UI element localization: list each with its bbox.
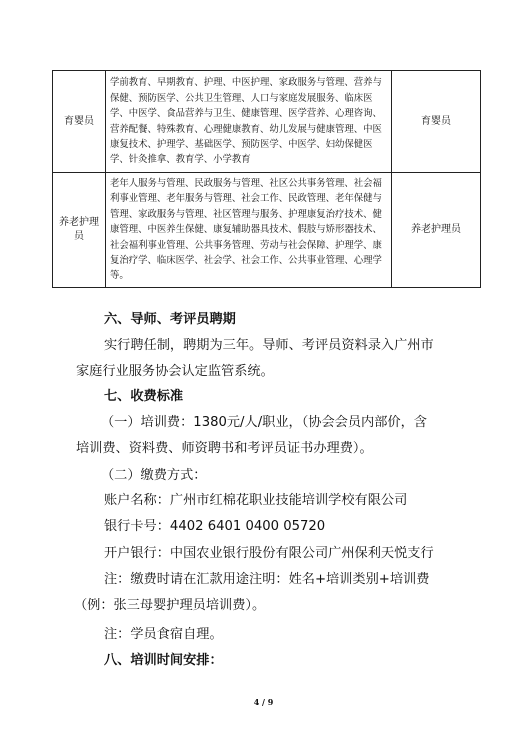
note-line: （例：张三母婴护理员培训费）。	[74, 598, 266, 613]
paragraph-line: （一）培训费：1380元/人/职业，（协会会员内部价，含	[101, 415, 427, 430]
account-name: 账户名称：广州市红棉花职业技能培训学校有限公司	[104, 493, 408, 508]
table-row	[53, 173, 481, 288]
paragraph-line: （二）缴费方式：	[101, 468, 207, 483]
note-line: 注：缴费时请在汇款用途注明：姓名+培训类别+培训费	[104, 572, 430, 587]
paragraph-line: 培训费、资料费、师资聘书和考评员证书办理费）。	[76, 441, 373, 456]
certificate-cell: 养老护理员	[392, 173, 481, 288]
role-cell: 育婴员	[53, 71, 106, 173]
section-heading: 七、收费标准	[104, 389, 184, 404]
section-heading: 八、培训时间安排：	[104, 653, 223, 668]
section-heading: 六、导师、考评员聘期	[104, 312, 236, 327]
paragraph-line: 实行聘任制，聘期为三年。导师、考评员资料录入广州市	[104, 338, 434, 353]
card-number: 银行卡号：4402 6401 0400 05720	[104, 519, 326, 534]
certificate-cell: 育婴员	[392, 71, 481, 173]
qualification-table	[52, 70, 481, 288]
paragraph-line: 家庭行业服务协会认定监管系统。	[76, 364, 274, 379]
note-line: 注：学员食宿自理。	[104, 627, 223, 642]
majors-cell: 老年人服务与管理、民政服务与管理、社区公共事务管理、社会福利事业管理、老年服务与管理、社会工作、民政管理、老年保健与管理、家政服务与管理、社区管理与服务、护理康复治疗技术、健康管理、中医养生保健、康复辅助器具技术、假肢与矫形器技术、社会福利事业管理、公共事务管理、劳动与社会保障、护理学、康复治疗学、临床医学、社会学、社会工作、公共事业管理、心理学等。	[106, 173, 392, 288]
majors-cell: 学前教育、早期教育、护理、中医护理、家政服务与管理、营养与保健、预防医学、公共卫生管理、人口与家庭发展服务、临床医学、中医学、食品营养与卫生、健康管理、医学营养、心理咨询、营养配餐、特殊教育、心理健康教育、幼儿发展与健康管理、中医康复技术、护理学、基础医学、预防医学、中医学、妇幼保健医学、针灸推拿、教育学、小学教育	[106, 71, 392, 173]
role-cell: 养老护理员	[53, 173, 106, 288]
bank-name: 开户银行：中国农业银行股份有限公司广州保利天悦支行	[104, 546, 434, 561]
table-row	[53, 71, 481, 173]
page-number: 4 / 9	[253, 697, 274, 707]
